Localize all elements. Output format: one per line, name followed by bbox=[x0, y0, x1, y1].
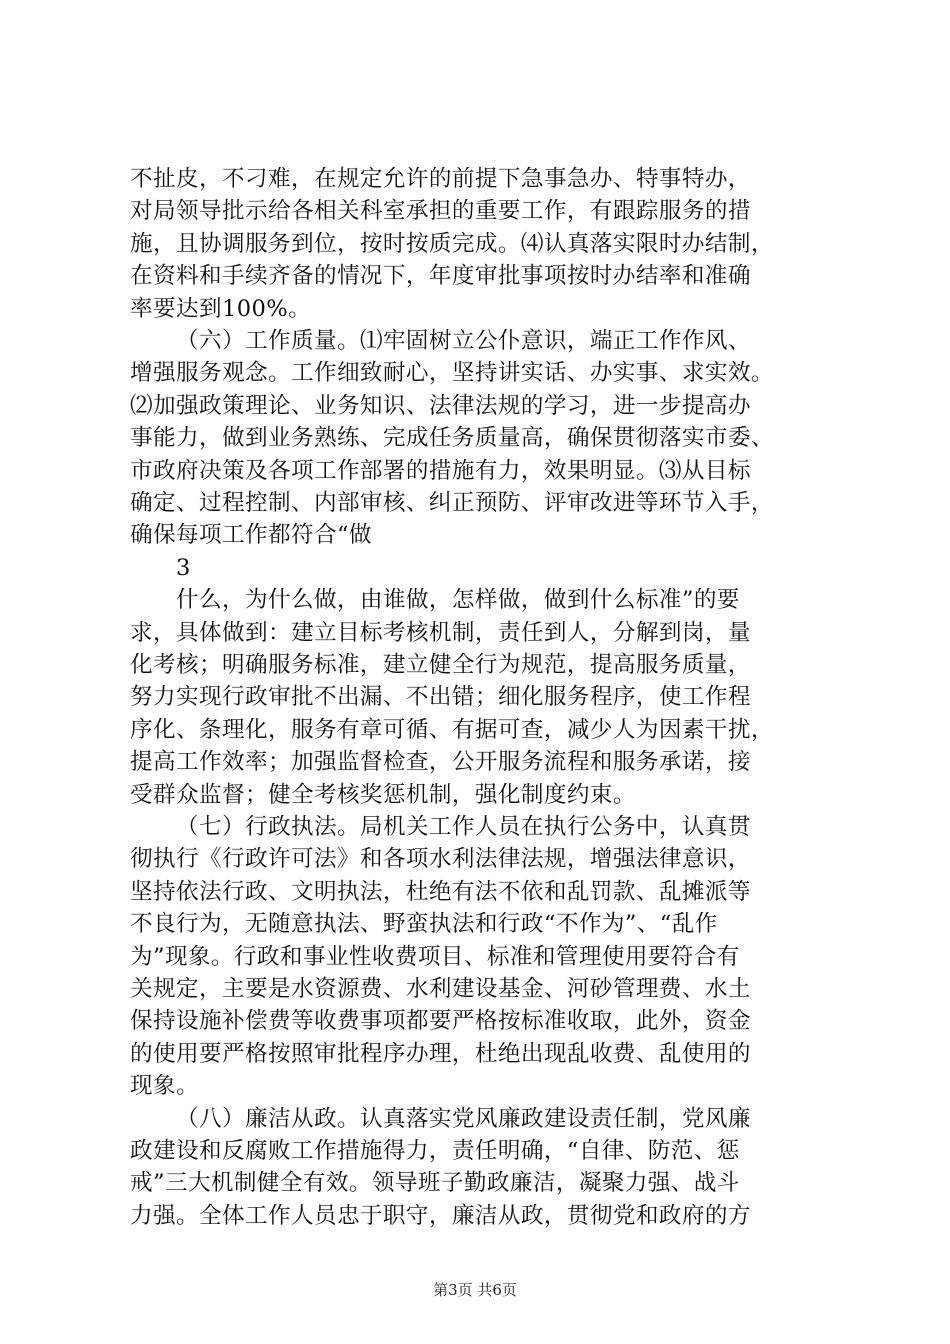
text-line-25: 关规定，主要是水资源费、水利建设基金、河砂管理费、水土 bbox=[130, 976, 751, 1002]
text-line-11: 确定、过程控制、内部审核、纠正预防、评审改进等环节入手， bbox=[130, 490, 774, 516]
text-line-15: 化考核；明确服务标准，建立健全行为规范，提高服务质量， bbox=[130, 652, 751, 678]
text-line-26: 保持设施补偿费等收费事项都要严格按标准收取，此外，资金 bbox=[130, 1008, 751, 1035]
text-line-7: 增强服务观念。工作细致耐心，坚持讲实话、办实事、求实效。 bbox=[130, 360, 774, 387]
text-line-27: 的使用要严格按照审批程序办理，杜绝出现乱收费、乱使用的 bbox=[130, 1040, 751, 1067]
text-line-4: 在资料和手续齐备的情况下，年度审批事项按时办结率和准确 bbox=[130, 263, 751, 290]
text-line-9: 事能力，做到业务熟练、完成任务质量高，确保贯彻落实市委、 bbox=[130, 425, 774, 452]
text-line-8: ⑵加强政策理论、业务知识、法律法规的学习，进一步提高办 bbox=[130, 392, 751, 419]
page-footer: 第3页 共6页 bbox=[433, 1281, 517, 1299]
text-line-29: （八）廉洁从政。认真落实党风廉政建设责任制，党风廉 bbox=[176, 1105, 751, 1132]
text-line-20: （七）行政执法。局机关工作人员在执行公务中，认真贯 bbox=[176, 814, 751, 840]
text-line-14: 求，具体做到：建立目标考核机制，责任到人，分解到岗，量 bbox=[130, 619, 751, 646]
text-line-23: 不良行为，无随意执法、野蛮执法和行政“不作为”、“乱作 bbox=[130, 911, 718, 938]
text-line-13: 什么，为什么做，由谁做，怎样做，做到什么标准”的要 bbox=[176, 587, 740, 614]
text-line-12: 确保每项工作都符合“做 bbox=[130, 522, 372, 549]
text-line-18: 提高工作效率；加强监督检查，公开服务流程和服务承诺，接 bbox=[130, 749, 751, 776]
text-line-22: 坚持依法行政、文明执法，杜绝有法不依和乱罚款、乱摊派等 bbox=[130, 878, 751, 905]
text-line-6: （六）工作质量。⑴牢固树立公仆意识，端正工作作风、 bbox=[176, 328, 751, 354]
text-line-19: 受群众监督；健全考核奖惩机制，强化制度约束。 bbox=[130, 781, 636, 808]
page-number-marker: 3 bbox=[176, 554, 191, 581]
text-line-24: 为”现象。行政和事业性收费项目、标准和管理使用要符合有 bbox=[130, 943, 740, 970]
text-line-16: 努力实现行政审批不出漏、不出错；细化服务程序，使工作程 bbox=[130, 684, 751, 711]
text-line-10: 市政府决策及各项工作部署的措施有力，效果明显。⑶从目标 bbox=[130, 457, 751, 484]
text-line-5: 率要达到100%。 bbox=[130, 295, 312, 322]
text-line-2: 对局领导批示给各相关科室承担的重要工作，有跟踪服务的措 bbox=[130, 198, 751, 225]
text-line-3: 施，且协调服务到位，按时按质完成。⑷认真落实限时办结制， bbox=[130, 230, 774, 257]
text-line-30: 政建设和反腐败工作措施得力，责任明确，“自律、防范、惩 bbox=[130, 1138, 740, 1164]
text-line-21: 彻执行《行政许可法》和各项水利法律法规，增强法律意识， bbox=[130, 846, 751, 873]
text-line-28: 现象。 bbox=[130, 1073, 199, 1100]
text-line-31: 戒”三大机制健全有效。领导班子勤政廉洁，凝聚力强、战斗 bbox=[130, 1170, 740, 1197]
text-line-17: 序化、条理化，服务有章可循、有据可查，减少人为因素干扰， bbox=[130, 716, 774, 743]
text-line-1: 不扯皮，不刁难，在规定允许的前提下急事急办、特事特办， bbox=[130, 166, 751, 192]
text-line-32: 力强。全体工作人员忠于职守，廉洁从政，贯彻党和政府的方 bbox=[130, 1202, 751, 1229]
